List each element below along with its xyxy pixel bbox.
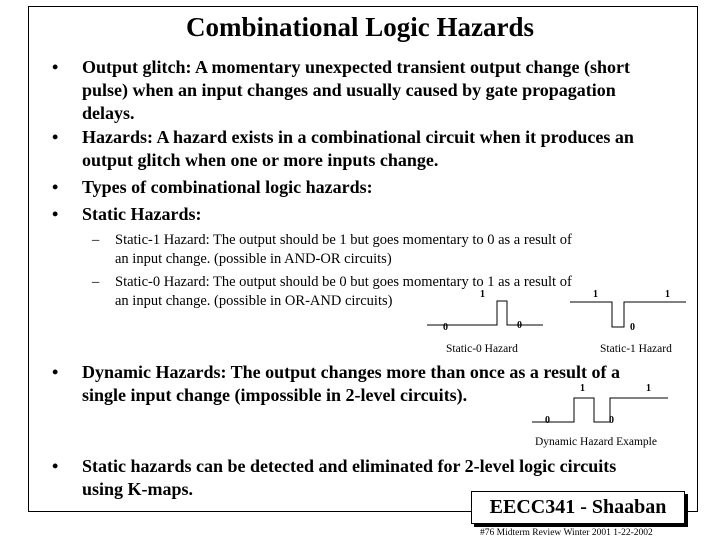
dynamic-label-low-mid: 0: [609, 415, 614, 426]
footer-course-title: EECC341 - Shaaban: [489, 496, 667, 518]
sub-static1-line1: Static-1 Hazard: The output should be 1 but goes momentary to 0 as a result of: [115, 232, 572, 248]
bullet-marker: •: [52, 362, 59, 382]
sub-static0-line2: an input change. (possible in OR-AND circuits): [115, 293, 393, 309]
bullet-types: Types of combinational logic hazards:: [82, 177, 373, 197]
bullet-kmaps-line1: Static hazards can be detected and eliminated for 2-level logic circuits: [82, 456, 617, 476]
bullet-hazards-line1: Hazards: A hazard exists in a combinational circuit when it produces an: [82, 127, 634, 147]
bullet-marker: •: [52, 456, 59, 476]
sub-static1-line2: an input change. (possible in AND-OR circuits): [115, 251, 392, 267]
dynamic-label-high-right: 1: [646, 383, 651, 394]
dynamic-caption: Dynamic Hazard Example: [535, 436, 657, 448]
bullet-dynamic-line1: Dynamic Hazards: The output changes more than once as a result of a: [82, 362, 621, 382]
footer-course-box: [471, 491, 685, 524]
static0-label-low-left: 0: [443, 322, 448, 333]
static1-waveform: [568, 300, 688, 330]
dynamic-label-high-left: 1: [580, 383, 585, 394]
bullet-marker: •: [52, 177, 59, 197]
bullet-output-glitch-line3: delays.: [82, 103, 135, 123]
static1-label-low: 0: [630, 322, 635, 333]
bullet-output-glitch-line1: Output glitch: A momentary unexpected transient output change (short: [82, 57, 630, 77]
footer-note: #76 Midterm Review Winter 2001 1-22-2002: [480, 528, 653, 538]
dynamic-label-low-left: 0: [545, 415, 550, 426]
sub-dash: –: [92, 232, 100, 248]
static1-label-high-right: 1: [665, 289, 670, 300]
static0-label-low-right: 0: [517, 320, 522, 331]
dynamic-waveform: [530, 396, 670, 426]
static1-caption: Static-1 Hazard: [600, 343, 672, 355]
bullet-output-glitch-line2: pulse) when an input changes and usually caused by gate propagation: [82, 80, 616, 100]
bullet-marker: •: [52, 204, 59, 224]
sub-dash: –: [92, 274, 100, 290]
slide-title: Combinational Logic Hazards: [185, 12, 535, 42]
bullet-hazards-line2: output glitch when one or more inputs change.: [82, 150, 439, 170]
bullet-marker: •: [52, 57, 59, 77]
static1-label-high-left: 1: [593, 289, 598, 300]
bullet-kmaps-line2: using K-maps.: [82, 479, 194, 499]
bullet-dynamic-line2: single input change (impossible in 2-level circuits).: [82, 385, 468, 405]
bullet-static-hazards: Static Hazards:: [82, 204, 202, 224]
sub-static0-line1: Static-0 Hazard: The output should be 0 but goes momentary to 1 as a result of: [115, 274, 572, 290]
static0-caption: Static-0 Hazard: [446, 343, 518, 355]
bullet-marker: •: [52, 127, 59, 147]
static0-label-high: 1: [480, 289, 485, 300]
